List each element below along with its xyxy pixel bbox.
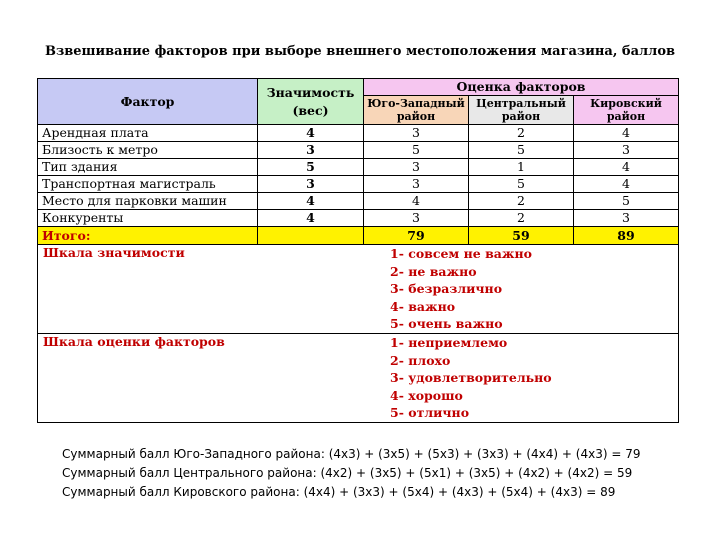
summary-block [62, 445, 640, 502]
factor-weight: 3 [258, 142, 364, 159]
factor-weight: 3 [258, 176, 364, 193]
total-weight-empty [258, 227, 364, 245]
score-southwest: 3 [364, 159, 469, 176]
score-southwest: 3 [364, 176, 469, 193]
total-kirovsky: 89 [574, 227, 679, 245]
list-item: 5- отлично [390, 405, 470, 420]
score-central: 1 [469, 159, 574, 176]
list-item: 4- важно [390, 298, 456, 314]
header-district-southwest: Юго-Западный район [364, 96, 469, 125]
score-southwest: 3 [364, 125, 469, 142]
score-central: 2 [469, 210, 574, 227]
list-item: 1- неприемлемо [390, 335, 508, 350]
list-item: 4- хорошо [390, 387, 463, 403]
header-factor: Фактор [38, 79, 258, 125]
list-item: 3- безразлично [390, 281, 503, 296]
list-item: 3- удовлетворительно [390, 370, 552, 385]
score-kirovsky: 3 [574, 142, 679, 159]
header-evaluation: Оценка факторов [364, 79, 679, 96]
significance-scale-cell [38, 245, 679, 334]
summary-southwest: Суммарный балл Юго-Западного района: (4x3) + (3x5) + (5x3) + (3x3) + (4x4) + (4x3) = 79 [62, 447, 641, 461]
evaluation-scale-title: Шкала оценки факторов [43, 334, 225, 349]
factor-name: Конкуренты [38, 210, 258, 227]
list-item: 1- совсем не важно [390, 246, 532, 261]
score-kirovsky: 3 [574, 210, 679, 227]
factor-name: Место для парковки машин [38, 193, 258, 210]
factor-name: Тип здания [38, 159, 258, 176]
evaluation-scale-row [38, 334, 679, 423]
summary-central: Суммарный балл Центрального района: (4x2) + (3x5) + (5x1) + (3x5) + (4x2) + (4x2) = 59 [62, 466, 633, 480]
score-southwest: 4 [364, 193, 469, 210]
header-district-kirovsky: Кировский район [574, 96, 679, 125]
table-row [38, 210, 679, 227]
total-central: 59 [469, 227, 574, 245]
score-kirovsky: 4 [574, 159, 679, 176]
score-kirovsky: 4 [574, 176, 679, 193]
score-central: 2 [469, 193, 574, 210]
table-row [38, 193, 679, 210]
table-row [38, 125, 679, 142]
factor-weight: 5 [258, 159, 364, 176]
list-item: 2- не важно [390, 263, 477, 279]
score-central: 2 [469, 125, 574, 142]
table-row [38, 159, 679, 176]
factor-name: Близость к метро [38, 142, 258, 159]
factor-weight: 4 [258, 193, 364, 210]
score-central: 5 [469, 142, 574, 159]
score-southwest: 5 [364, 142, 469, 159]
total-row [38, 227, 679, 245]
total-label: Итого: [38, 227, 258, 245]
factor-weight: 4 [258, 125, 364, 142]
factor-weighting-table [37, 78, 679, 423]
summary-kirovsky: Суммарный балл Кировского района: (4x4) + (3x3) + (5x4) + (4x3) + (5x4) + (4x3) = 89 [62, 485, 616, 499]
score-kirovsky: 4 [574, 125, 679, 142]
list-item: 5- очень важно [390, 316, 503, 331]
total-southwest: 79 [364, 227, 469, 245]
header-weight: Значимость (вес) [258, 79, 364, 125]
score-central: 5 [469, 176, 574, 193]
table-row [38, 176, 679, 193]
table-row [38, 142, 679, 159]
evaluation-scale-cell [38, 334, 679, 423]
score-southwest: 3 [364, 210, 469, 227]
factor-name: Арендная плата [38, 125, 258, 142]
page-title: Взвешивание факторов при выборе внешнего местоположения магазина, баллов [44, 44, 676, 59]
significance-scale-title: Шкала значимости [43, 245, 185, 260]
list-item: 2- плохо [390, 352, 451, 368]
score-kirovsky: 5 [574, 193, 679, 210]
significance-scale-row [38, 245, 679, 334]
header-district-central: Центральный район [469, 96, 574, 125]
factor-name: Транспортная магистраль [38, 176, 258, 193]
factor-weight: 4 [258, 210, 364, 227]
